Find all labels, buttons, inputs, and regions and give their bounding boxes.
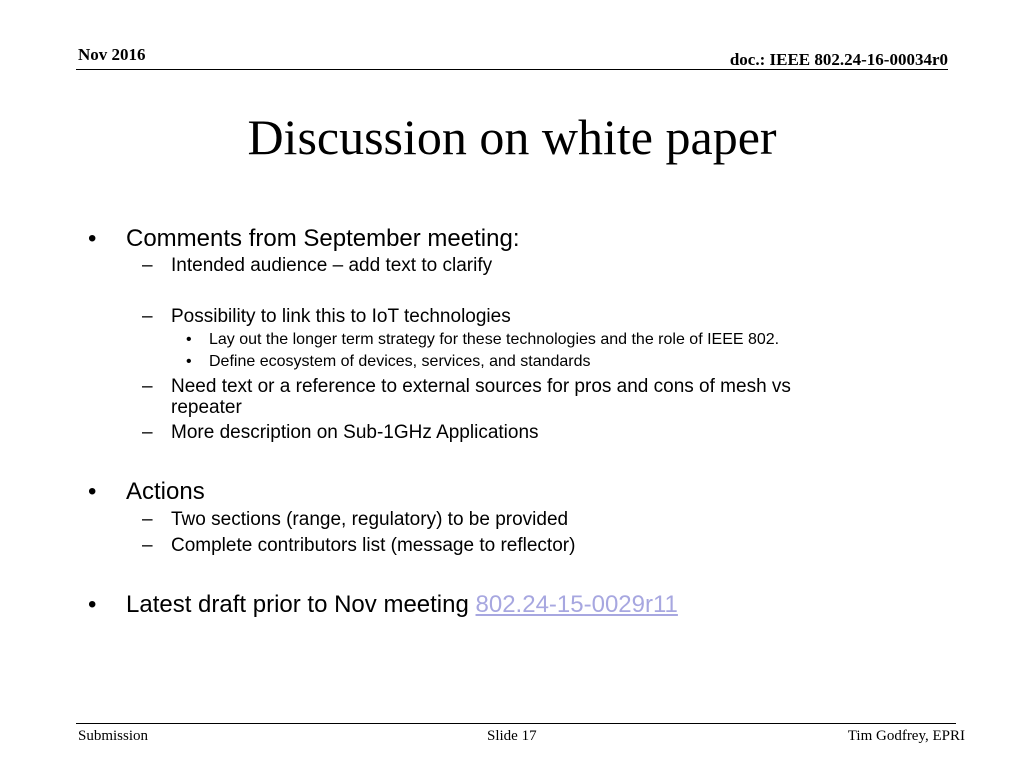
sub-bullet-more-description: More description on Sub-1GHz Applications xyxy=(171,422,539,443)
header-doc-id: doc.: IEEE 802.24-16-00034r0 xyxy=(729,50,948,69)
latest-draft-text: Latest draft prior to Nov meeting xyxy=(126,591,469,618)
sub-sub-bullet-marker: • xyxy=(186,353,192,370)
sub-bullet-marker: – xyxy=(142,422,153,443)
sub-bullet-marker: – xyxy=(142,255,153,276)
bullet-comments: Comments from September meeting: xyxy=(126,225,520,252)
bullet-marker: • xyxy=(88,591,97,618)
sub-bullet-need-text-line2: repeater xyxy=(171,397,242,418)
sub-sub-bullet-lay-out: Lay out the longer term strategy for these technologies and the role of IEEE 802. xyxy=(209,331,780,348)
footer-author: Tim Godfrey, EPRI xyxy=(847,728,965,744)
header-date: Nov 2016 xyxy=(78,45,146,64)
bullet-latest-draft xyxy=(126,591,678,619)
sub-sub-bullet-marker: • xyxy=(186,331,192,348)
sub-bullet-need-text-line1: Need text or a reference to external sources for pros and cons of mesh vs xyxy=(171,376,791,397)
bullet-actions: Actions xyxy=(126,478,205,505)
footer-slide-number: Slide 17 xyxy=(487,728,537,744)
slide-title: Discussion on white paper xyxy=(247,109,777,165)
sub-bullet-possibility: Possibility to link this to IoT technologies xyxy=(171,306,511,327)
sub-bullet-marker: – xyxy=(142,306,153,327)
bullet-marker: • xyxy=(88,478,97,505)
sub-bullet-two-sections: Two sections (range, regulatory) to be provided xyxy=(171,509,569,530)
sub-bullet-intended-audience: Intended audience – add text to clarify xyxy=(171,255,493,276)
footer-divider xyxy=(76,723,956,724)
sub-sub-bullet-define: Define ecosystem of devices, services, and standards xyxy=(209,353,591,370)
bullet-marker: • xyxy=(88,225,97,252)
footer-submission: Submission xyxy=(78,728,149,744)
draft-link[interactable]: 802.24-15-0029r11 xyxy=(475,591,678,618)
sub-bullet-marker: – xyxy=(142,535,153,556)
sub-bullet-complete-contributors: Complete contributors list (message to reflector) xyxy=(171,535,576,556)
sub-bullet-marker: – xyxy=(142,509,153,530)
sub-bullet-marker: – xyxy=(142,376,153,397)
header-divider xyxy=(76,69,948,70)
